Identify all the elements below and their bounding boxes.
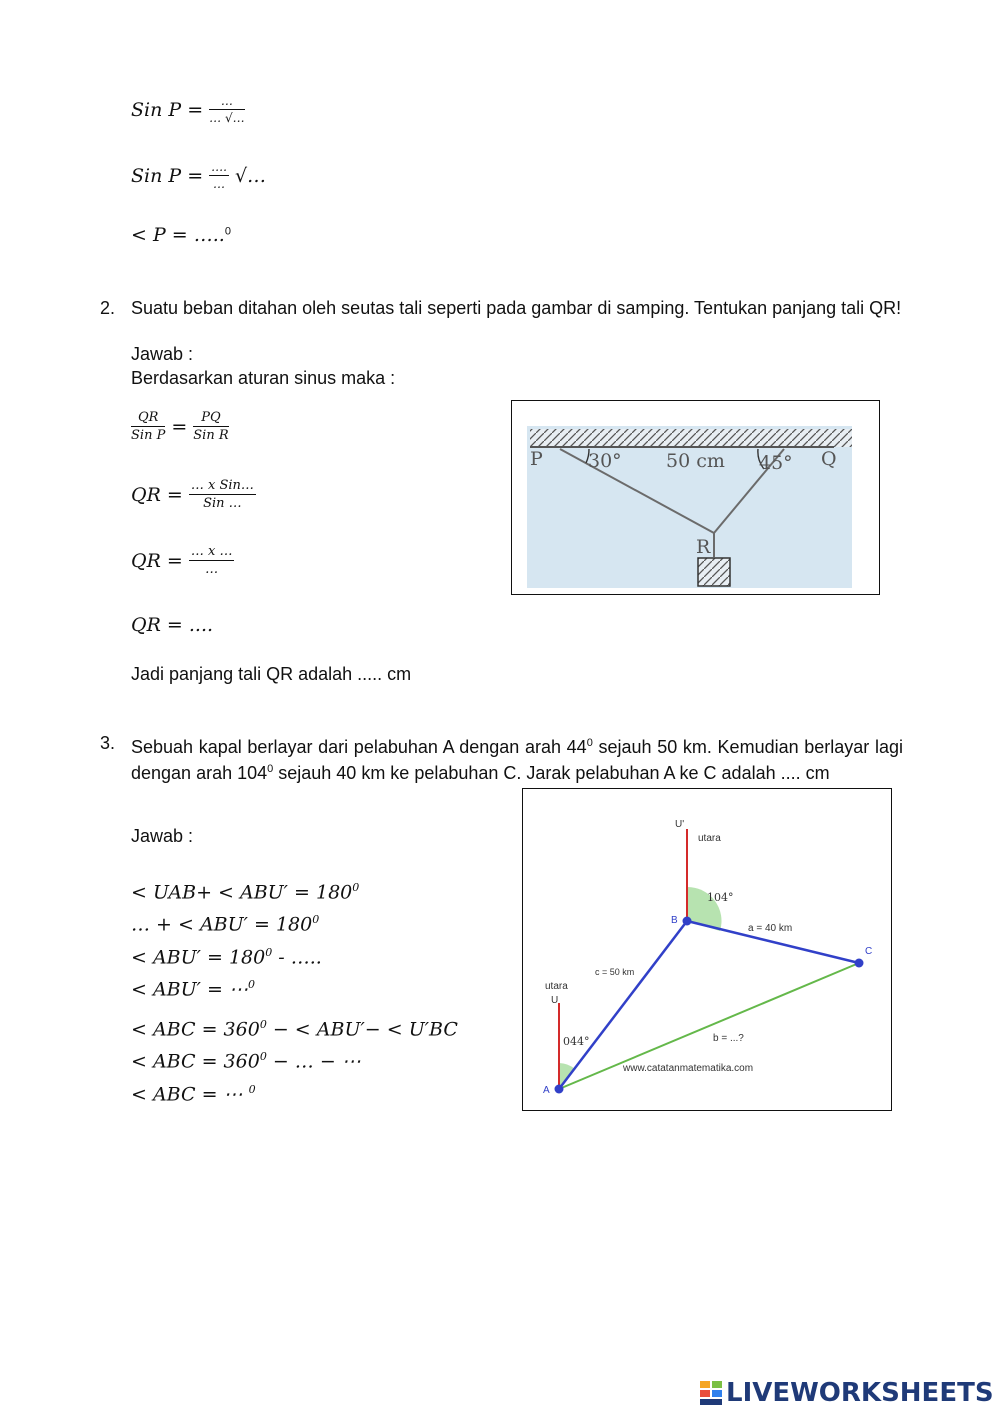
q3-text-part-a: Sebuah kapal berlayar dari pelabuhan A dengan arah 44 [131, 737, 587, 757]
degree-sup: 0 [267, 763, 274, 775]
q3-question-text [131, 732, 903, 784]
sin-p-fraction-2 [209, 160, 229, 191]
fraction-denominator: … [213, 177, 226, 191]
route-diagram [523, 789, 891, 1110]
rope-diagram [512, 401, 879, 594]
degree-sup: 0 [352, 881, 360, 894]
fraction-numerator: PQ [193, 410, 228, 427]
sin-p-equation-2 [131, 160, 266, 191]
label-utara-top: utara [698, 833, 721, 844]
label-angle-30: 30° [588, 450, 622, 472]
fraction-numerator: … x … [190, 544, 233, 559]
q3-steps-1 [131, 874, 359, 1003]
label-side-b: b = ...? [713, 1033, 744, 1044]
step-text: < ABC = 360 [131, 1018, 260, 1041]
load-box [698, 558, 730, 586]
fraction-denominator: … [205, 562, 219, 577]
degree-sup: 0 [259, 1018, 267, 1031]
step-line [131, 906, 359, 938]
pq-over-sinr [193, 410, 228, 443]
degree-sup: 0 [248, 1082, 256, 1096]
q3-number: 3. [100, 733, 116, 753]
degree-sup: 0 [224, 225, 231, 238]
step-tail: - ….. [272, 945, 322, 968]
step-line [131, 939, 359, 971]
fraction-denominator: Sin P [131, 428, 166, 443]
qr-lhs: QR = [131, 483, 183, 506]
fraction-denominator: Sin … [203, 496, 242, 511]
step-line [131, 1076, 458, 1108]
fraction-numerator: …. [211, 160, 227, 174]
qr-result: QR = .... [131, 614, 214, 636]
step-text: < ABU′ = ⋯ [131, 978, 248, 1001]
label-c: C [865, 946, 873, 957]
q2-question-text: Suatu beban ditahan oleh seutas tali seperti pada gambar di samping. Tentukan panjang tali QR! [131, 298, 902, 318]
equals-sign: = [171, 415, 188, 438]
q3-text-part-c: sejauh 40 km ke pelabuhan C. Jarak pelabuhan A ke C adalah .... cm [273, 763, 830, 783]
sin-p-fraction-1 [209, 94, 244, 125]
fraction-numerator: QR [131, 410, 165, 427]
fraction-denominator: Sin R [193, 428, 229, 443]
brand-name: LIVEWORKSHEETS [726, 1378, 994, 1408]
step-line [131, 874, 359, 906]
sin-p-lhs: Sin P = [131, 164, 204, 187]
q2-conclusion: Jadi panjang tali QR adalah ..... cm [131, 664, 412, 684]
label-q: Q [821, 448, 837, 470]
fraction-denominator: … √… [209, 111, 245, 125]
step-line [131, 971, 359, 1003]
degree-sup: 0 [259, 1050, 267, 1064]
angle-p-line [131, 224, 231, 246]
label-b: B [671, 915, 678, 926]
degree-sup: 0 [265, 945, 273, 959]
qr-over-sinp [131, 410, 165, 443]
sin-p-equation-1 [131, 94, 245, 125]
fraction-numerator: … [209, 94, 244, 110]
step-text: < ABU′ = 180 [131, 945, 266, 968]
label-side-a: a = 40 km [748, 923, 793, 934]
liveworksheets-logo [700, 1378, 994, 1408]
sin-p-lhs: Sin P = [131, 98, 204, 121]
degree-sup: 0 [586, 737, 593, 749]
label-50cm: 50 cm [666, 450, 725, 472]
label-angle-044: 044° [563, 1035, 590, 1048]
fraction-numerator: … x Sin… [190, 478, 254, 493]
label-angle-104: 104° [707, 891, 734, 904]
label-u-prime: U' [675, 819, 685, 830]
step-text: < ABC = 360 [131, 1050, 260, 1073]
label-p: P [530, 448, 543, 470]
q2-figure [511, 400, 880, 595]
q2-jawab: Jawab : [131, 344, 194, 364]
label-u: U [551, 995, 559, 1006]
q3-jawab: Jawab : [131, 826, 194, 846]
step-text: … + < ABU′ = 180 [131, 913, 313, 936]
watermark-text: www.catatanmatematika.com [623, 1063, 754, 1074]
q3-figure [522, 788, 892, 1111]
point-c [855, 959, 864, 968]
step-tail: − < ABU′− < U′BC [266, 1018, 458, 1041]
q2-eq2-fraction [189, 478, 256, 511]
q2-basis: Berdasarkan aturan sinus maka : [131, 368, 396, 388]
q3-steps-2 [131, 1011, 458, 1108]
q2-eq3-fraction [189, 544, 235, 577]
qr-lhs: QR = [131, 549, 183, 572]
ceiling-hatch [530, 429, 852, 447]
step-line [131, 1043, 458, 1075]
label-a: A [543, 1085, 550, 1096]
degree-sup: 0 [312, 913, 320, 927]
label-r: R [696, 536, 711, 558]
step-line [131, 1011, 458, 1043]
angle-p-text: < P = ….. [131, 224, 225, 246]
sqrt-tail: √… [234, 164, 267, 187]
q2-eq4 [131, 614, 213, 636]
q3-text-part-b: sejauh 50 km. Kemudian berlayar lagi dengan arah 104 [131, 737, 903, 783]
q2-eq3 [131, 544, 234, 577]
step-text: < ABC = ⋯ [131, 1082, 249, 1105]
label-utara-left: utara [545, 981, 568, 992]
q2-number: 2. [100, 298, 116, 318]
q2-sine-rule [131, 410, 229, 443]
label-side-c: c = 50 km [595, 967, 635, 977]
point-a [555, 1085, 564, 1094]
step-text: < UAB+ < ABU′ = 180 [131, 881, 353, 904]
label-angle-45: 45° [759, 452, 793, 474]
q2-eq2 [131, 478, 256, 511]
degree-sup: 0 [247, 977, 255, 991]
step-tail: − … − ⋯ [266, 1050, 361, 1073]
point-b [683, 917, 692, 926]
logo-icon [700, 1381, 722, 1405]
